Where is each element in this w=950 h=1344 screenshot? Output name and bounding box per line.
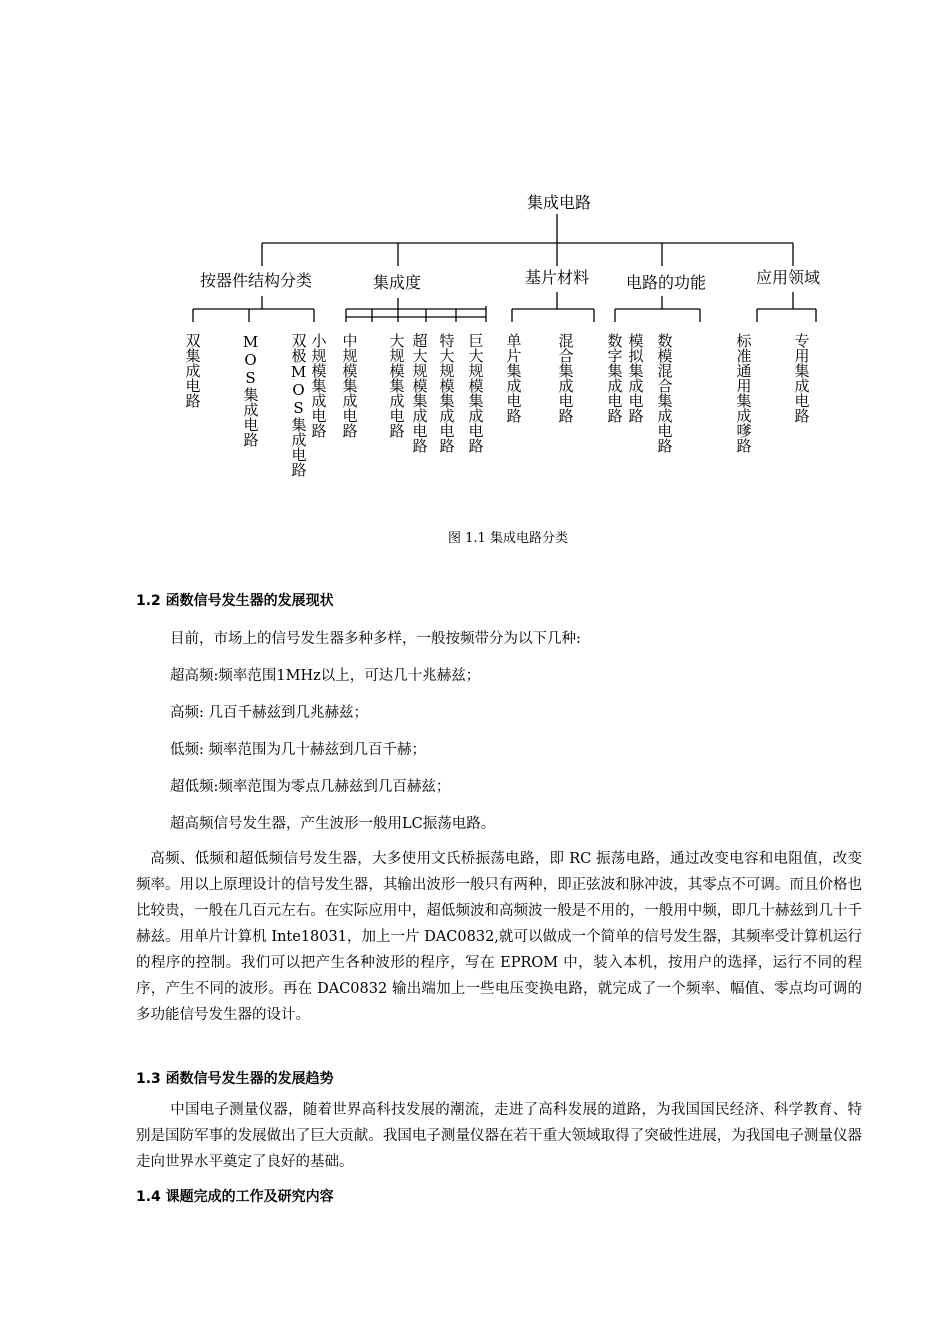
leaf-ulsi: 特大规模集成电路 [437, 333, 456, 453]
leaf-vlsi: 超大规模集成电路 [410, 333, 429, 453]
section-1-3-heading: 1.3 函数信号发生器的发展趋势 [136, 1071, 334, 1087]
section-1-3-paragraph-text: 中国电子测量仪器，随着世界高科技发展的潮流，走进了高科发展的道路，为我国国民经济、科学教育、特别是国防军事的发展做出了巨大贡献。我国电子测量仪器在若干重大领域取得了突破性进展，为我国电子测量仪器走向世界水平奠定了良好的基础。 [136, 1102, 862, 1170]
leaf-bimos-ic: 双极MOS集成电路 [289, 333, 308, 477]
leaf-msi: 中规模集成电路 [340, 333, 359, 438]
leaf-monolithic-ic: 单片集成电路 [504, 333, 523, 423]
section-1-4-heading: 1.4 课题完成的工作及研究内容 [136, 1189, 334, 1205]
classification-diagram [0, 0, 950, 520]
category-function: 电路的功能 [626, 273, 707, 292]
freq-item-lf: 低频: 频率范围为几十赫兹到几百千赫； [170, 742, 426, 758]
leaf-standard-ic: 标准通用集成嗲路 [734, 333, 753, 453]
leaf-mixed-signal-ic: 数模混合集成电路 [655, 333, 674, 453]
freq-item-hf: 高频: 几百千赫兹到几兆赫兹； [170, 705, 368, 721]
leaf-mos-ic: MOS集成电路 [241, 333, 260, 447]
figure-caption: 图 1.1 集成电路分类 [448, 531, 568, 546]
diagram-root: 集成电路 [527, 193, 592, 212]
leaf-bipolar-ic: 双集成电路 [183, 333, 202, 408]
leaf-analog-ic: 模拟集成电路 [626, 333, 645, 423]
leaf-ssi: 小规模集成电路 [309, 333, 328, 438]
leaf-asic: 专用集成电路 [792, 333, 811, 423]
leaf-lsi: 大规模集成电路 [387, 333, 406, 438]
category-integration: 集成度 [373, 273, 422, 292]
leaf-gsi: 巨大规模集成电路 [466, 333, 485, 453]
section-1-2-paragraph-text: 高频、低频和超低频信号发生器，大多使用文氏桥振荡电路，即 RC 振荡电路，通过改变电容和电阻值，改变频率。用以上原理设计的信号发生器，其输出波形一般只有两种，即正弦波和脉冲波，其零点不可调。而且价格也比较贵，一般在几百元左右。在实际应用中，超低频波和高频波一般是不用的，一般用中频，即几十赫兹到几十千赫兹。用单片计算机 Inte18031，加上一片 DAC0832,就可以做成一个简单的信号发生器，其频率受计算机运行的程序的控制。我们可以把产生各种波形的程序，写在 EPROM 中，装入本机，按用户的选择，运行不同的程序，产生不同的波形。再在 DAC0832 输出端加上一些电压变换电路，就完成了一个频率、幅值、零点均可调的多功能信号发生器的设计。 [136, 851, 862, 1023]
section-1-2-paragraph [136, 846, 862, 1028]
leaf-digital-ic: 数字集成电路 [605, 333, 624, 423]
freq-item-lc: 超高频信号发生器，产生波形一般用LC振荡电路。 [170, 816, 496, 832]
category-structure: 按器件结构分类 [200, 271, 313, 290]
section-1-3-paragraph [136, 1097, 862, 1175]
freq-item-uhf: 超高频:频率范围1MHz以上，可达几十兆赫兹； [170, 668, 481, 684]
section-1-2-heading: 1.2 函数信号发生器的发展现状 [136, 593, 334, 609]
category-application: 应用领域 [756, 268, 821, 287]
leaf-hybrid-ic: 混合集成电路 [556, 333, 575, 423]
section-1-2-intro: 目前，市场上的信号发生器多种多样，一般按频带分为以下几种: [170, 631, 581, 647]
freq-item-ulf: 超低频:频率范围为零点几赫兹到几百赫兹； [170, 779, 451, 795]
category-substrate: 基片材料 [525, 268, 590, 287]
